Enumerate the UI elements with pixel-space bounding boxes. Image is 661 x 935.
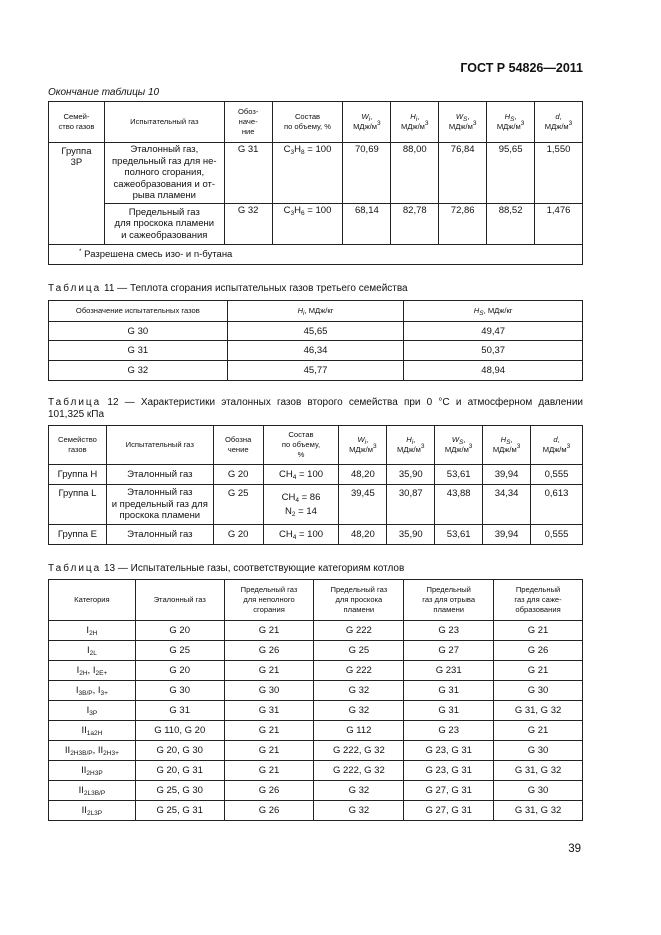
family-cell: Группа Н: [49, 465, 107, 485]
lift-cell: G 31: [404, 681, 494, 701]
header-composition: Состав по объему, %: [263, 426, 339, 465]
hi-cell: 45,77: [227, 361, 404, 381]
ref-cell: G 30: [135, 681, 224, 701]
hs-cell: 39,94: [483, 465, 531, 485]
caption-label: Таблица: [48, 563, 102, 574]
hi-cell: 45,65: [227, 322, 404, 341]
ref-cell: G 20, G 31: [135, 761, 224, 781]
wi-cell: 48,20: [339, 525, 387, 545]
lift-cell: G 23: [404, 621, 494, 641]
soot-cell: G 30: [494, 781, 583, 801]
header-hs: $H_S$, МДж/кг: [404, 301, 583, 322]
category-cell: $I_{2L}$: [49, 641, 136, 661]
composition-cell: $C_3H_8 = 100$: [272, 143, 343, 204]
composition-cell: $CH_4 = 100$: [263, 465, 339, 485]
composition-value: 100: [315, 205, 332, 216]
gas-cell: Предельный газ для проскока пламени и сажеобразования: [104, 204, 224, 245]
hs-cell: 48,94: [404, 361, 583, 381]
caption-text: 11 — Теплота сгорания испытательных газов третьего семейства: [104, 283, 408, 294]
header-reference-gas: Эталонный газ: [135, 580, 224, 621]
header-code: Обоз- наче- ние: [224, 102, 272, 143]
header-category: Категория: [49, 580, 136, 621]
hi-cell: 35,90: [387, 465, 435, 485]
gas-code-cell: G 31: [49, 341, 228, 361]
composition-value: 100: [315, 144, 332, 155]
ref-cell: G 20: [135, 661, 224, 681]
table12-caption-line2: 101,325 кПа: [48, 409, 105, 420]
footnote-text: Разрешена смесь изо- и n-бутана: [84, 249, 233, 260]
soot-cell: G 21: [494, 721, 583, 741]
wi-cell: 68,14: [343, 204, 391, 245]
d-cell: 1,476: [535, 204, 583, 245]
hs-cell: 88,52: [487, 204, 535, 245]
soot-cell: G 31, G 32: [494, 761, 583, 781]
hi-cell: 35,90: [387, 525, 435, 545]
category-cell: $I_{3B/P}$, $I_{3+}$: [49, 681, 136, 701]
lift-cell: G 31: [404, 701, 494, 721]
inc-cell: G 21: [224, 621, 314, 641]
table11: [48, 300, 583, 381]
lift-cell: G 231: [404, 661, 494, 681]
ref-cell: G 25, G 31: [135, 801, 224, 821]
ref-cell: G 25, G 30: [135, 781, 224, 801]
table10-footnote: [49, 245, 583, 265]
lift-cell: G 27: [404, 641, 494, 661]
gas-cell: Эталонный газ: [106, 465, 213, 485]
table12: [48, 425, 583, 545]
category-cell: $II_{2L3P}$: [49, 801, 136, 821]
d-cell: 0,555: [531, 465, 583, 485]
inc-cell: G 21: [224, 661, 314, 681]
category-cell: $II_{2H3P}$: [49, 761, 136, 781]
soot-cell: G 21: [494, 621, 583, 641]
ws-cell: 76,84: [439, 143, 487, 204]
wi-cell: 39,45: [339, 485, 387, 525]
code-cell: G 32: [224, 204, 272, 245]
ref-cell: G 31: [135, 701, 224, 721]
caption-label: Таблица: [48, 397, 102, 408]
table11-caption: [48, 283, 408, 294]
ref-cell: G 25: [135, 641, 224, 661]
header-flame-lift: Предельный газ для отрыва пламени: [404, 580, 494, 621]
table10-caption: Окончание таблицы 10: [48, 87, 160, 98]
inc-cell: G 30: [224, 681, 314, 701]
family-cell: Группа 3Р: [49, 143, 105, 245]
header-wi: $W_i$, МДж/$м^3$: [339, 426, 387, 465]
header-incomplete-combustion: Предельный газ для неполного сгорания: [224, 580, 314, 621]
header-wi: $W_i$, МДж/$м^3$: [343, 102, 391, 143]
family-cell: Группа L: [49, 485, 107, 525]
soot-cell: G 21: [494, 661, 583, 681]
hs-cell: 50,37: [404, 341, 583, 361]
caption-text: 12 — Характеристики эталонных газов второго семейства при 0 °С и атмосферном давлении: [107, 397, 583, 408]
inc-cell: G 21: [224, 741, 314, 761]
ref-cell: G 20, G 30: [135, 741, 224, 761]
header-d: d, МДж/$м^3$: [535, 102, 583, 143]
inc-cell: G 26: [224, 641, 314, 661]
ws-cell: 53,61: [435, 525, 483, 545]
gas-code-cell: G 30: [49, 322, 228, 341]
lift-cell: G 23, G 31: [404, 761, 494, 781]
caption-label: Таблица: [48, 283, 102, 294]
header-code: Обозна чение: [213, 426, 263, 465]
header-family: Семейство газов: [49, 426, 107, 465]
hi-cell: 88,00: [391, 143, 439, 204]
hs-cell: 39,94: [483, 525, 531, 545]
ref-cell: G 110, G 20: [135, 721, 224, 741]
inc-cell: G 21: [224, 761, 314, 781]
flash-cell: G 32: [314, 781, 404, 801]
hi-cell: 30,87: [387, 485, 435, 525]
lift-cell: G 27, G 31: [404, 781, 494, 801]
header-ws: $W_S$, МДж/$м^3$: [435, 426, 483, 465]
gas-cell: Эталонный газ, предельный газ для не- полного сгорания, сажеобразования и от- рыва пламени: [104, 143, 224, 204]
lift-cell: G 23, G 31: [404, 741, 494, 761]
header-test-gas: Испытательный газ: [106, 426, 213, 465]
inc-cell: G 31: [224, 701, 314, 721]
hs-cell: 49,47: [404, 322, 583, 341]
header-test-gas: Испытательный газ: [104, 102, 224, 143]
flash-cell: G 112: [314, 721, 404, 741]
lift-cell: G 27, G 31: [404, 801, 494, 821]
soot-cell: G 26: [494, 641, 583, 661]
soot-cell: G 31, G 32: [494, 801, 583, 821]
category-cell: $II_{1a2H}$: [49, 721, 136, 741]
d-cell: 0,613: [531, 485, 583, 525]
table12-caption: [48, 397, 583, 408]
page-number: 39: [568, 843, 581, 855]
inc-cell: G 26: [224, 781, 314, 801]
family-cell: Группа Е: [49, 525, 107, 545]
flash-cell: G 222: [314, 661, 404, 681]
ws-cell: 43,88: [435, 485, 483, 525]
ws-cell: 72,86: [439, 204, 487, 245]
soot-cell: G 30: [494, 681, 583, 701]
soot-cell: G 30: [494, 741, 583, 761]
category-cell: $I_{3P}$: [49, 701, 136, 721]
flash-cell: G 32: [314, 801, 404, 821]
flash-cell: G 32: [314, 681, 404, 701]
flash-cell: G 222, G 32: [314, 741, 404, 761]
soot-cell: G 31, G 32: [494, 701, 583, 721]
header-hi: $H_i$, МДж/$м^3$: [391, 102, 439, 143]
category-cell: $I_{2H}$: [49, 621, 136, 641]
header-hs: $H_S$, МДж/$м^3$: [487, 102, 535, 143]
caption-text: 13 — Испытательные газы, соответствующие категориям котлов: [104, 563, 405, 574]
footnote-mark: *: [79, 248, 82, 255]
hs-cell: 34,34: [483, 485, 531, 525]
code-cell: G 25: [213, 485, 263, 525]
flash-cell: G 32: [314, 701, 404, 721]
header-sooting: Предельный газ для саже- образования: [494, 580, 583, 621]
d-cell: 0,555: [531, 525, 583, 545]
header-hs: $H_S$, МДж/$м^3$: [483, 426, 531, 465]
hi-cell: 82,78: [391, 204, 439, 245]
hi-cell: 46,34: [227, 341, 404, 361]
header-d: d, МДж/$м^3$: [531, 426, 583, 465]
table13: [48, 579, 583, 821]
table10: [48, 101, 583, 265]
header-gas-code: Обозначение испытательных газов: [49, 301, 228, 322]
gas-code-cell: G 32: [49, 361, 228, 381]
header-flash-back: Предельный газ для проскока пламени: [314, 580, 404, 621]
flash-cell: G 222, G 32: [314, 761, 404, 781]
composition-cell: $CH_4 = 86$ $N_2 = 14$: [263, 485, 339, 525]
header-family: Семей- ство газов: [49, 102, 105, 143]
inc-cell: G 26: [224, 801, 314, 821]
header-composition: Состав по объему, %: [272, 102, 343, 143]
code-cell: G 20: [213, 465, 263, 485]
header-ws: $W_S$, МДж/$м^3$: [439, 102, 487, 143]
inc-cell: G 21: [224, 721, 314, 741]
composition-cell: $CH_4 = 100$: [263, 525, 339, 545]
category-cell: $II_{2L3B/P}$: [49, 781, 136, 801]
lift-cell: G 23: [404, 721, 494, 741]
header-hi: $H_i$, МДж/$м^3$: [387, 426, 435, 465]
d-cell: 1,550: [535, 143, 583, 204]
code-cell: G 20: [213, 525, 263, 545]
flash-cell: G 25: [314, 641, 404, 661]
document-header: ГОСТ Р 54826—2011: [460, 61, 583, 75]
ws-cell: 53,61: [435, 465, 483, 485]
code-cell: G 31: [224, 143, 272, 204]
category-cell: $II_{2H3B/P}$, $II_{2H3+}$: [49, 741, 136, 761]
gas-cell: Эталонный газ: [106, 525, 213, 545]
table13-caption: [48, 563, 404, 574]
category-cell: $I_{2H}$, $I_{2E+}$: [49, 661, 136, 681]
ref-cell: G 20: [135, 621, 224, 641]
wi-cell: 70,69: [343, 143, 391, 204]
gas-cell: Эталонный газ и предельный газ для проскока пламени: [106, 485, 213, 525]
composition-cell: $C_3H_6 = 100$: [272, 204, 343, 245]
flash-cell: G 222: [314, 621, 404, 641]
wi-cell: 48,20: [339, 465, 387, 485]
header-hi: $H_i$, МДж/кг: [227, 301, 404, 322]
hs-cell: 95,65: [487, 143, 535, 204]
